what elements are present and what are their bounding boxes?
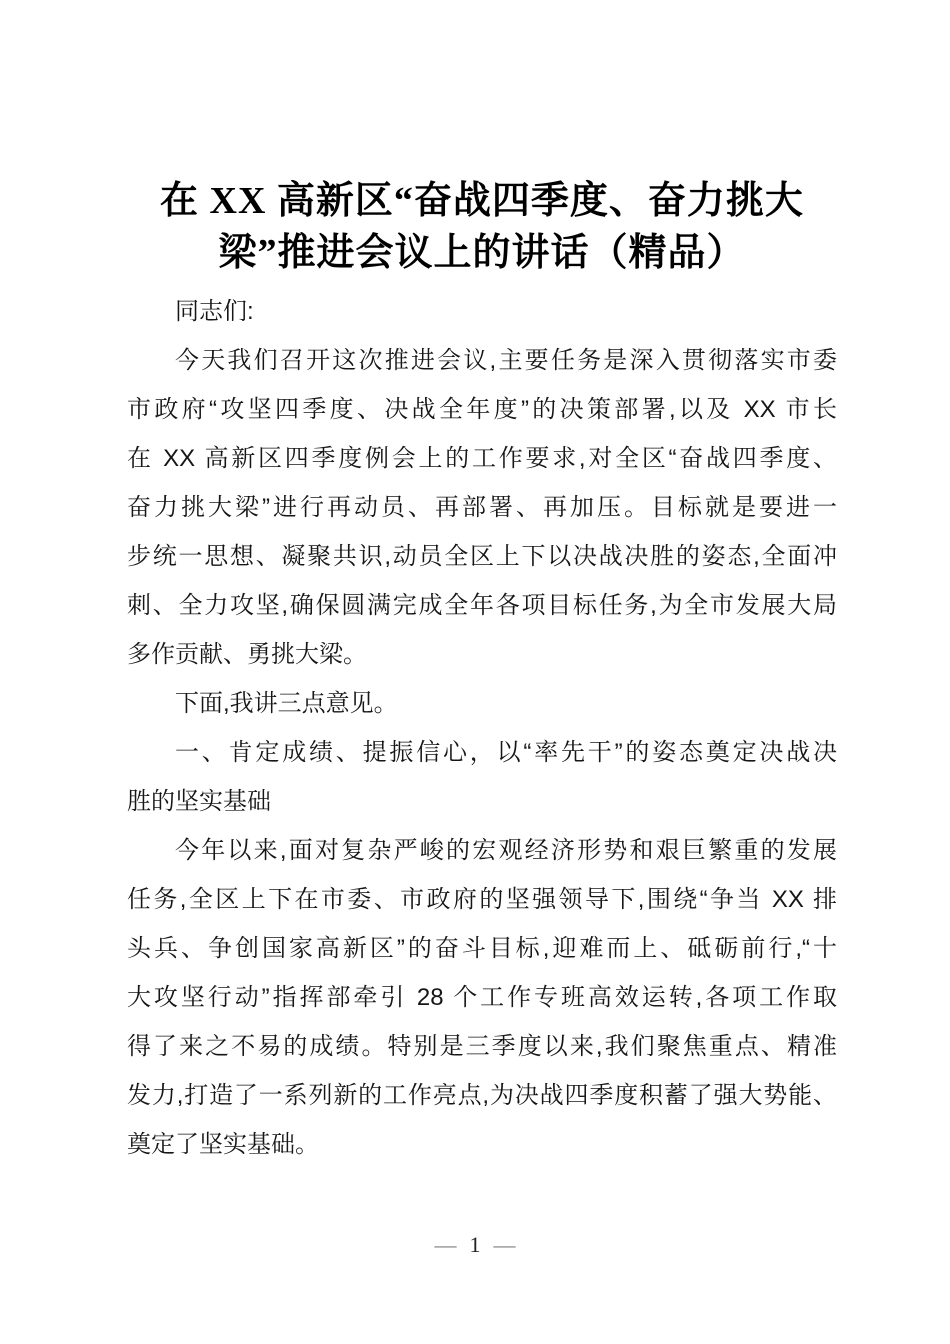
page-footer [0,1230,950,1260]
title-line: 梁”推进会议上的讲话（精品） [218,232,746,274]
text-line: 今年以来,面对复杂严峻的宏观经济形势和艰巨繁重的发展 [175,837,837,864]
text-line: 市政府“攻坚四季度、决战全年度”的决策部署,以及 XX 市长 [127,396,837,423]
text-line: 步统一思想、凝聚共识,动员全区上下以决战决胜的姿态,全面冲 [127,543,837,570]
text-line: 奠定了坚实基础。 [127,1131,319,1158]
document-body [127,287,837,1169]
text-line: 一、肯定成绩、提振信心，以“率先干”的姿态奠定决战决 [175,739,837,766]
text-line: 多作贡献、勇挑大梁。 [127,641,367,668]
text-line: 头兵、争创国家高新区”的奋斗目标,迎难而上、砥砺前行,“十 [127,935,837,962]
text-line: 在 XX 高新区四季度例会上的工作要求,对全区“奋战四季度、 [127,445,837,472]
paragraph-1 [127,336,837,679]
paragraph-3 [127,826,837,1169]
text-line: 今天我们召开这次推进会议,主要任务是深入贯彻落实市委 [175,347,837,374]
paragraph-2 [127,679,837,728]
section-heading-1 [127,728,837,826]
text-line: 任务,全区上下在市委、市政府的坚强领导下,围绕“争当 XX 排 [127,886,837,913]
footer-dash-left: — [434,1232,457,1257]
text-line: 刺、全力攻坚,确保圆满完成全年各项目标任务,为全市发展大局 [127,592,837,619]
page-number: 1 [469,1232,481,1257]
text-line: 奋力挑大梁”进行再动员、再部署、再加压。目标就是要进一 [127,494,837,521]
text-line: 发力,打造了一系列新的工作亮点,为决战四季度积蓄了强大势能、 [127,1082,837,1109]
text-line: 大攻坚行动”指挥部牵引 28 个工作专班高效运转,各项工作取 [127,984,837,1011]
document-title [127,175,837,279]
text-line: 胜的坚实基础 [127,788,271,815]
salutation [127,287,837,336]
footer-dash-right: — [493,1232,516,1257]
text-line: 下面,我讲三点意见。 [175,690,398,717]
text-line: 得了来之不易的成绩。特别是三季度以来,我们聚焦重点、精准 [127,1033,837,1060]
title-line: 在 XX 高新区“奋战四季度、奋力挑大 [160,180,804,222]
document-content [127,0,837,1169]
text-line: 同志们: [175,298,254,325]
